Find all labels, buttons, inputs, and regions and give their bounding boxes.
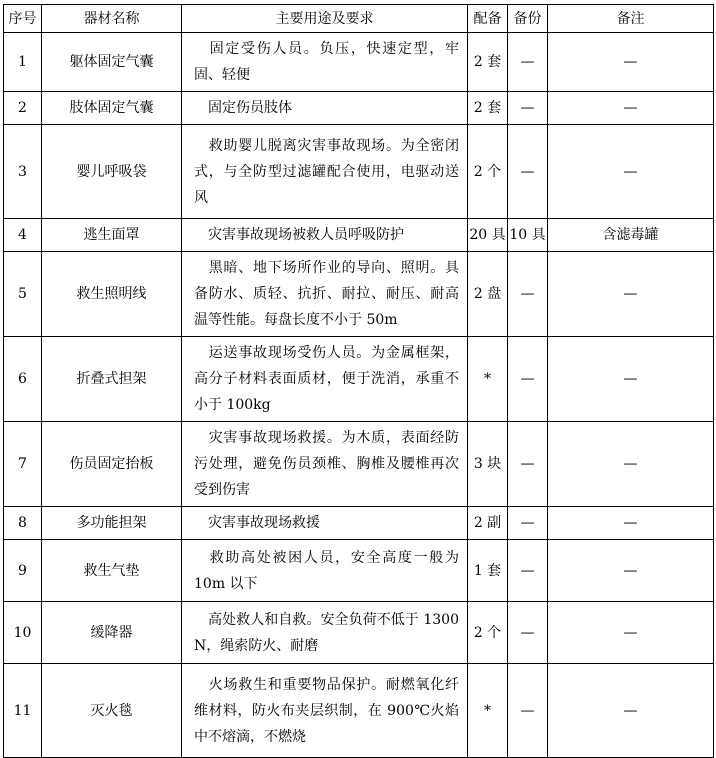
row-purpose-text: 救助婴儿脱离灾害事故现场。为全密闭式，与全防型过滤罐配合使用，电驱动送风 xyxy=(194,137,459,206)
table-row xyxy=(4,540,714,602)
table-row xyxy=(4,33,714,92)
row-name: 肢体固定气囊 xyxy=(42,92,182,125)
table-row xyxy=(4,219,714,252)
row-qty: 2 副 xyxy=(468,507,508,540)
row-purpose xyxy=(182,664,468,758)
row-backup: — xyxy=(508,422,548,507)
row-backup: — xyxy=(508,337,548,422)
row-name: 救生气垫 xyxy=(42,540,182,602)
row-name: 伤员固定抬板 xyxy=(42,422,182,507)
row-purpose-text: 火场救生和重要物品保护。耐燃氧化纤维材料，防火布夹层织制，在 900℃火焰中不熔滴，不燃烧 xyxy=(194,676,459,745)
row-note: — xyxy=(548,125,714,219)
row-name: 躯体固定气囊 xyxy=(42,33,182,92)
row-backup: — xyxy=(508,92,548,125)
header-purpose: 主要用途及要求 xyxy=(182,5,468,33)
row-purpose xyxy=(182,92,468,125)
table-row xyxy=(4,422,714,507)
row-no: 2 xyxy=(4,92,42,125)
row-note: — xyxy=(548,337,714,422)
row-purpose-text: 黑暗、地下场所作业的导向、照明。具备防水、质轻、抗折、耐拉、耐压、耐高温等性能。每盘长度不小于 50m xyxy=(194,260,459,328)
row-qty: 2 个 xyxy=(468,602,508,664)
header-note: 备注 xyxy=(548,5,714,33)
row-qty: 20 具 xyxy=(468,219,508,252)
row-qty: 2 套 xyxy=(468,92,508,125)
row-note: — xyxy=(548,664,714,758)
row-purpose xyxy=(182,125,468,219)
row-note: 含滤毒罐 xyxy=(548,219,714,252)
row-name: 多功能担架 xyxy=(42,507,182,540)
row-purpose-text: 灾害事故现场被救人员呼吸防护 xyxy=(208,227,404,243)
row-note: — xyxy=(548,507,714,540)
row-purpose xyxy=(182,33,468,92)
row-no: 8 xyxy=(4,507,42,540)
row-note: — xyxy=(548,33,714,92)
row-note: — xyxy=(548,422,714,507)
row-note: — xyxy=(548,252,714,337)
row-name: 灭火毯 xyxy=(42,664,182,758)
row-no: 1 xyxy=(4,33,42,92)
row-purpose xyxy=(182,602,468,664)
row-qty: 1 套 xyxy=(468,540,508,602)
table-row xyxy=(4,125,714,219)
row-name: 逃生面罩 xyxy=(42,219,182,252)
table-row xyxy=(4,664,714,758)
row-qty: 3 块 xyxy=(468,422,508,507)
header-backup: 备份 xyxy=(508,5,548,33)
equipment-table xyxy=(3,4,714,758)
row-note: — xyxy=(548,92,714,125)
row-backup: — xyxy=(508,540,548,602)
row-no: 9 xyxy=(4,540,42,602)
row-no: 6 xyxy=(4,337,42,422)
row-name: 缓降器 xyxy=(42,602,182,664)
row-purpose-text: 运送事故现场受伤人员。为金属框架，高分子材料表面质材，便于洗消，承重不小于 100kg xyxy=(194,345,459,413)
row-no: 3 xyxy=(4,125,42,219)
row-backup: — xyxy=(508,252,548,337)
row-backup: 10 具 xyxy=(508,219,548,252)
row-purpose xyxy=(182,540,468,602)
row-name: 救生照明线 xyxy=(42,252,182,337)
row-purpose-text: 灾害事故现场救援 xyxy=(208,515,320,531)
row-purpose-text: 高处救人和自救。安全负荷不低于 1300 N，绳索防火、耐磨 xyxy=(194,611,459,654)
table-row xyxy=(4,337,714,422)
row-backup: — xyxy=(508,602,548,664)
row-no: 4 xyxy=(4,219,42,252)
header-qty: 配备 xyxy=(468,5,508,33)
header-name: 器材名称 xyxy=(42,5,182,33)
row-qty: 2 套 xyxy=(468,33,508,92)
row-no: 7 xyxy=(4,422,42,507)
header-row xyxy=(4,5,714,33)
row-purpose-text: 救助高处被困人员，安全高度一般为 10m 以下 xyxy=(194,549,459,592)
row-no: 5 xyxy=(4,252,42,337)
table-row xyxy=(4,252,714,337)
row-backup: — xyxy=(508,664,548,758)
row-purpose xyxy=(182,507,468,540)
row-purpose-text: 灾害事故现场救援。为木质，表面经防污处理，避免伤员颈椎、胸椎及腰椎再次受到伤害 xyxy=(194,430,459,498)
row-qty: 2 盘 xyxy=(468,252,508,337)
row-qty: * xyxy=(468,337,508,422)
row-backup: — xyxy=(508,125,548,219)
table-row xyxy=(4,602,714,664)
row-note: — xyxy=(548,602,714,664)
row-backup: — xyxy=(508,33,548,92)
row-name: 婴儿呼吸袋 xyxy=(42,125,182,219)
row-purpose xyxy=(182,337,468,422)
row-purpose-text: 固定受伤人员。负压，快速定型，牢固、轻便 xyxy=(194,41,459,83)
table-row xyxy=(4,92,714,125)
row-backup: — xyxy=(508,507,548,540)
row-purpose xyxy=(182,219,468,252)
row-purpose xyxy=(182,422,468,507)
header-no: 序号 xyxy=(4,5,42,33)
row-qty: * xyxy=(468,664,508,758)
table-row xyxy=(4,507,714,540)
row-note: — xyxy=(548,540,714,602)
row-no: 10 xyxy=(4,602,42,664)
row-name: 折叠式担架 xyxy=(42,337,182,422)
row-qty: 2 个 xyxy=(468,125,508,219)
row-purpose xyxy=(182,252,468,337)
row-purpose-text: 固定伤员肢体 xyxy=(208,100,292,116)
row-no: 11 xyxy=(4,664,42,758)
